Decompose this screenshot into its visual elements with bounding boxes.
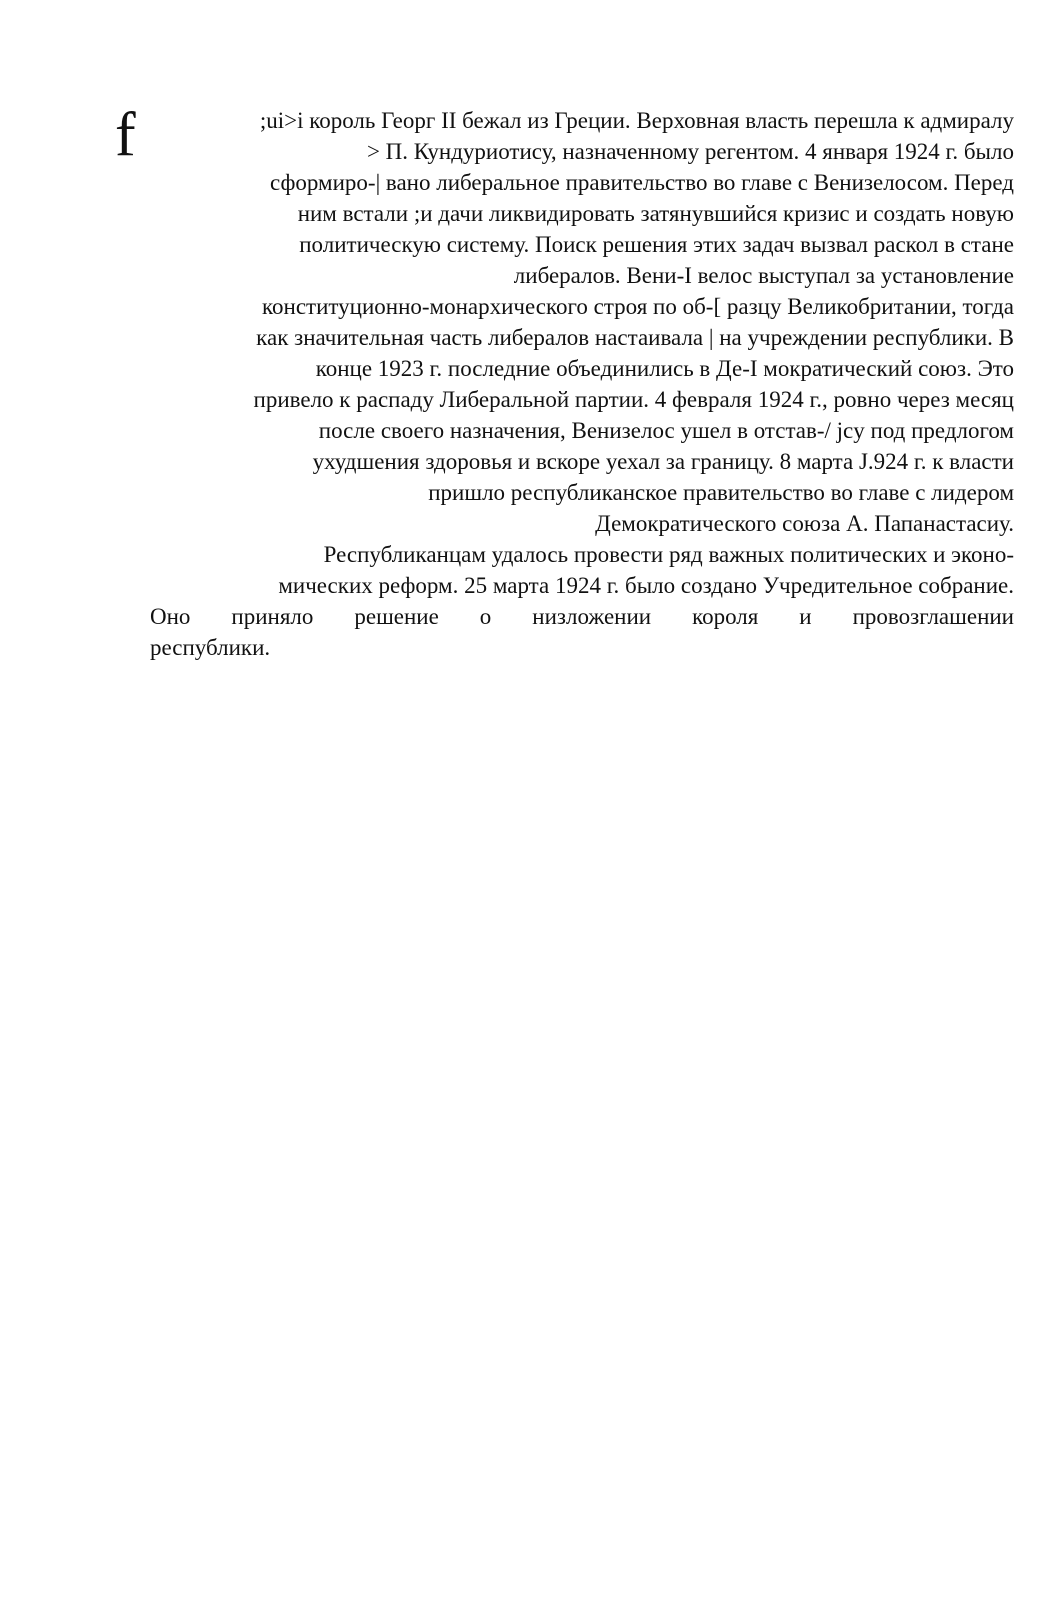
dropcap-letter: f bbox=[115, 101, 136, 169]
text-line-10: привело к распаду Либеральной партии. 4 февраля 1924 г., ровно через месяц bbox=[253, 387, 1014, 412]
text-line-12: ухудшения здоровья и вскоре уехал за границу. 8 марта J.924 г. к власти bbox=[312, 449, 1014, 474]
text-line-8: как значительная часть либералов настаивала | на учреждении республики. В bbox=[256, 325, 1014, 350]
text-line-14: Демократического союза А. Папанастасиу. bbox=[595, 511, 1014, 536]
text-line-9: конце 1923 г. последние объединились в Де-I мократический союз. Это bbox=[315, 356, 1014, 381]
text-line-16: мических реформ. 25 марта 1924 г. было создано Учредительное собрание. bbox=[278, 573, 1014, 598]
text-line-3: сформиро-| вано либеральное правительство во главе с Венизелосом. Перед bbox=[270, 170, 1014, 195]
text-line-2: > П. Кундуриотису, назначенному регентом. 4 января 1924 г. было bbox=[366, 139, 1014, 164]
text-line-4: ним встали ;и дачи ликвидировать затянувшийся кризис и создать новую bbox=[297, 201, 1014, 226]
text-line-18: республики. bbox=[150, 635, 271, 660]
text-line-15: Республиканцам удалось провести ряд важных политических и эконо- bbox=[323, 542, 1014, 567]
text-line-7: конституционно-монархического строя по об-[ разцу Великобритании, тогда bbox=[262, 294, 1014, 319]
text-line-6: либералов. Вени-I велос выступал за установление bbox=[513, 263, 1014, 288]
text-line-5: политическую систему. Поиск решения этих задач вызвал раскол в стане bbox=[299, 232, 1014, 257]
text-line-11: после своего назначения, Венизелос ушел в отстав-/ jcy под предлогом bbox=[318, 418, 1014, 443]
text-line-17: Оно приняло решение о низложении короля и провозглашении bbox=[150, 604, 1014, 629]
text-line-1: ;ui>i король Георг II бежал из Греции. Верховная власть перешла к адмиралу bbox=[259, 108, 1014, 133]
text-line-13: пришло республиканское правительство во главе с лидером bbox=[428, 480, 1014, 505]
